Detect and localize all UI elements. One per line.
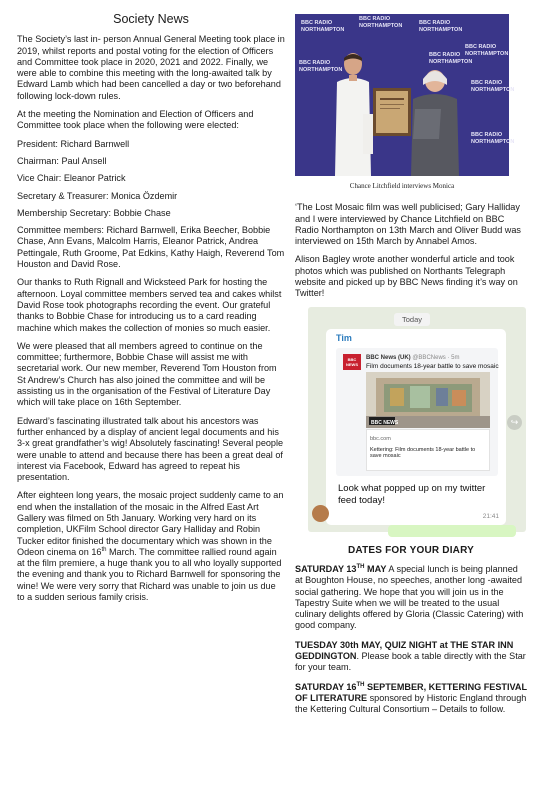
election-intro: At the meeting the Nomination and Election of Officers and Committee took place when the following were elected:	[17, 109, 254, 131]
officer-membership-secretary: Membership Secretary: Bobbie Chase	[17, 207, 171, 218]
diary-item-festival: SATURDAY 16TH SEPTEMBER, KETTERING FESTIVAL OF LITERATURE sponsored by Historic England through the Kettering Cultural Consortium – Details to follow.	[295, 681, 527, 715]
article-paragraph: Alison Bagley wrote another wonderful article and took photos which was published on Northants Telegraph website and picked up by BBC News finding it’s way on Twitter!	[295, 254, 518, 299]
link-domain: bbc.com	[370, 435, 391, 442]
forward-icon[interactable]: ↪	[507, 415, 522, 430]
photo-caption: Chance Litchfield interviews Monica	[349, 182, 455, 190]
outgoing-bubble	[388, 525, 516, 537]
tweet-card[interactable]	[336, 348, 498, 476]
sender-avatar	[312, 505, 329, 522]
message-bubble	[326, 329, 506, 525]
agm-paragraph: The Society’s last in- person Annual General Meeting took place in 2019, whilst reports and postal voting for the election of Officers and Committee took place in 2020, 2021 and 2022. Finally, we were able to combine this meeting with the long-awaited talk by Edward Lamb which had been cancelled a day or two beforehand following lock-down rules.	[17, 34, 285, 101]
diary-item-lunch: SATURDAY 13TH MAY A special lunch is being planned at Boughton House, no speeches, another long -awaited social gathering. We hope that you will join us in the Tapestry Suite when we will be treated to the usual culinary delights offered by Gloria (Classic Catering) with good company.	[295, 563, 524, 631]
wall-place: NORTHAMPTON	[301, 26, 345, 33]
mosaic-paragraph: After eighteen long years, the mosaic project suddenly came to an end when the installation of the mosaic in the Alfred East Art Gallery was filmed on 5th January. Working very hard on its completion, UKFilm School director Gary Halliday and Robin Tucker editor finished the documentary which was shown in the Odeon cinema on 16th March. The committee rallied round again at the film premiere, a huge thank you to all who loyally supported the evening and thank you to Richard Barnwell for sponsoring the wine! We were very sorry that Richard was unable to join us due to a sudden serious family crisis.	[17, 490, 284, 603]
wall-brand: BBC RADIO	[471, 80, 503, 86]
framed-certificate	[373, 88, 411, 136]
wall-place: NORTHAMPTON	[429, 58, 473, 65]
right-column	[295, 14, 527, 724]
wall-brand: BBC RADIO	[419, 20, 451, 26]
image-badge: BBC NEWS	[371, 419, 399, 426]
wall-place: NORTHAMPTON	[299, 66, 343, 73]
thanks-paragraph: Our thanks to Ruth Rignall and Wicksteed Park for hosting the afternoon. Loyal committee members served tea and cakes whilst David Rose took photographs recording the event. Our grateful thanks to Bobbie Chase for introducing us to a card reading machine which makes the collection of monies so much easier.	[17, 277, 282, 333]
society-news-column	[17, 14, 285, 610]
diary-title: DATES FOR YOUR DIARY	[347, 544, 475, 556]
wall-place: NORTHAMPTON	[471, 138, 515, 145]
link-title: Kettering: Film documents 18-year battle to save mosaic	[370, 446, 476, 460]
interview-photo	[295, 14, 515, 176]
publicity-paragraph: ‘The Lost Mosaic film was well publicised; Gary Halliday and I were interviewed by Chance Litchfield on BBC Radio Northampton on 13th March and Oliver Budd was interviewed on 15th March by Annabel Amos.	[295, 202, 521, 247]
tweet-headline: Film documents 18-year battle to save mosaic	[366, 362, 499, 370]
message-time: 21:41	[482, 512, 499, 520]
wall-brand: BBC RADIO	[299, 60, 331, 66]
tweet-image	[366, 372, 490, 428]
chat-screenshot	[308, 307, 526, 532]
officer-chairman: Chairman: Paul Ansell	[17, 155, 107, 166]
wall-place: NORTHAMPTON	[471, 86, 515, 93]
wall-brand: BBC RADIO	[359, 16, 391, 22]
message-text: Look what popped up on my twitter feed today!	[338, 482, 486, 506]
man-figure	[329, 52, 375, 176]
wall-place: NORTHAMPTON	[359, 22, 403, 29]
section-heading: Society News	[113, 12, 189, 26]
wall-brand: BBC RADIO	[471, 132, 503, 138]
officer-vice-chair: Vice Chair: Eleanor Patrick	[17, 173, 126, 184]
diary-item-quiz: TUESDAY 30th MAY, QUIZ NIGHT at THE STAR INN GEDDINGTON. Please book a table directly with the Star for your team.	[295, 639, 526, 673]
committee-update-paragraph: We were pleased that all members agreed to continue on the committee; furthermore, Bobbie Chase will assist me with secretarial work. Our new member, Reverend Tom Houston from St Andrew’s Church has also joined the committee and will be assisting us in the organisation of the Festival of Literature Day which will take place on 16th September.	[17, 340, 277, 408]
committee-members: Committee members: Richard Barnwell, Erika Beecher, Bobbie Chase, Ann Evans, Malcolm Harris, Eleanor Patrick, Andrea Pettingale, Ruth Groome, Pat Edkins, Kathy Haigh, Reverend Tom Houston and David Rose.	[17, 225, 285, 270]
wall-place: NORTHAMPTON	[465, 50, 509, 57]
bbc-news-logo-icon: BBC NEWS	[343, 354, 361, 370]
diary-section	[295, 545, 527, 716]
wall-brand: BBC RADIO	[465, 44, 497, 50]
wall-brand: BBC RADIO	[301, 20, 333, 26]
wall-brand: BBC RADIO	[429, 52, 461, 58]
tweet-handle: BBC News (UK) @BBCNews · 5m	[366, 354, 460, 361]
date-chip: Today	[394, 313, 430, 326]
talk-paragraph: Edward’s fascinating illustrated talk about his ancestors was further enhanced by a display of ancient legal documents and his 3-x great grandfather’s wig! Absolutely fascinating! Several people were unable to attend and because there has been a great deal of interest via Facebook, Edward has agreed to repeat his presentation.	[17, 415, 284, 483]
link-preview[interactable]	[366, 429, 490, 471]
wall-place: NORTHAMPTON	[419, 26, 463, 33]
officer-secretary-treasurer: Secretary & Treasurer: Monica Özdemir	[17, 190, 178, 201]
officer-president: President: Richard Barnwell	[17, 138, 130, 149]
sender-name: Tim	[336, 332, 352, 343]
